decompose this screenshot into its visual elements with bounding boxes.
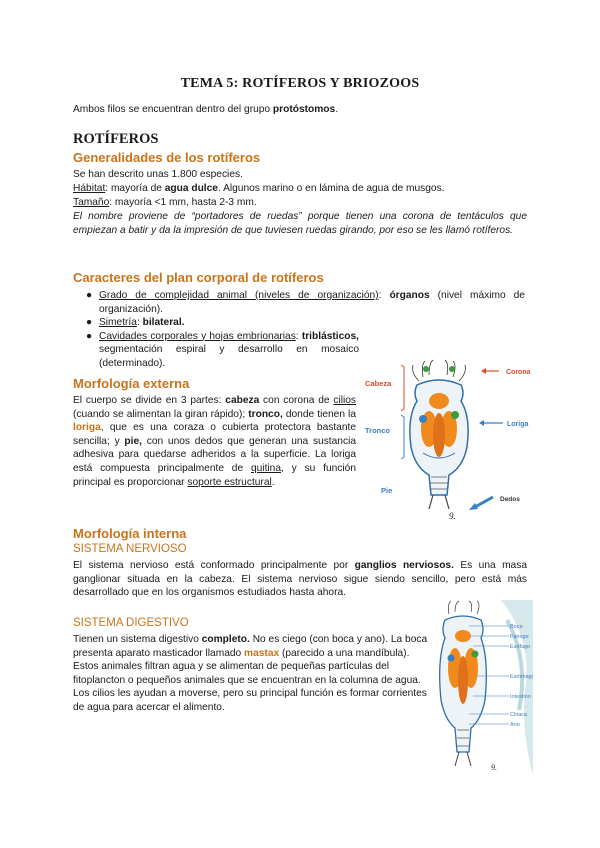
heading-generalidades: Generalidades de los rotíferos xyxy=(73,150,261,165)
label-estomago: Estómago xyxy=(510,674,533,680)
label-ano: Ano xyxy=(510,722,520,728)
page-title: TEMA 5: ROTÍFEROS Y BRIOZOOS xyxy=(180,76,420,91)
label-corona: Corona xyxy=(506,369,531,376)
habitat-line: Hábitat: mayoría de agua dulce. Algunos marino o en lámina de agua de musgos. xyxy=(73,183,445,194)
rotifer-digestive-figure xyxy=(433,600,533,775)
morfologia-externa-text: El cuerpo se divide en 3 partes: cabeza con corona de cilios (cuando se alimentan la giran rápido); tronco, donde tienen la loriga, que es una coraza o cubierta protectora bastante sencilla; y pie, con unos dedos que generan una sustancia adhesiva para quedarse adheridos a la superficie. La loriga está compuesta principalmente de quitina, y su función principal es proporcionar soporte estructural. xyxy=(73,395,356,488)
label-intestino: Intestino xyxy=(510,694,531,700)
heading-morfologia-interna: Morfología interna xyxy=(73,526,187,541)
label-loriga: Loriga xyxy=(507,421,529,428)
label-tronco: Tronco xyxy=(365,426,391,435)
heading-sistema-nervioso: SISTEMA NERVIOSO xyxy=(73,543,187,555)
label-pie: Pie xyxy=(381,486,393,495)
intro-paragraph: Ambos filos se encuentran dentro del grupo protóstomos. xyxy=(73,104,339,115)
label-dedos: Dedos xyxy=(500,496,520,503)
label-esofago: Esófago xyxy=(510,644,531,650)
sistema-digestivo-text: Tienen un sistema digestivo completo. No es ciego (con boca y ano). La boca presenta aparato masticador llamado mastax (parecido a una mandíbula). Estos animales filtran agua y se alimentan de pequeñas partículas del fitoplancton o pequeños animales que se encuentran en la columna de agua. Los cilios les ayudan a moverse, pero su principal función es formar corrientes de agua para acercar el alimento. xyxy=(73,634,428,713)
heading-morfologia-externa: Morfología externa xyxy=(73,376,190,391)
section-heading-rotiferos: ROTÍFEROS xyxy=(73,131,159,147)
rotifer-digestive-illustration xyxy=(433,600,533,775)
size-line: Tamaño: mayoría <1 mm, hasta 2-3 mm. xyxy=(73,197,257,208)
rotifer-external-illustration xyxy=(363,357,533,522)
figure-signature: 9. xyxy=(449,511,456,521)
list-item: ● Grado de complejidad animal (niveles de organización): órganos (nivel máximo de organización). xyxy=(86,290,525,315)
list-item: ● Cavidades corporales y hojas embrionarias: triblásticos, segmentación espiral y desarrollo en mosaico (determinado). xyxy=(86,330,360,369)
label-boca: Boca xyxy=(510,624,523,630)
label-cloaca: Cloaca xyxy=(510,712,528,718)
label-faringe: Faringe xyxy=(510,634,529,640)
list-item: ● Simetría: bilateral. xyxy=(86,317,185,329)
figure-signature: 9. xyxy=(491,763,497,772)
label-cabeza: Cabeza xyxy=(365,379,392,388)
rotifer-external-figure xyxy=(363,357,533,522)
name-note: El nombre proviene de “portadores de ruedas” porque tienen una corona de tentáculos que empiezan a batir y da la impresión de que tuviesen ruedas girando, por eso se les llamó rotíferos. xyxy=(73,211,527,236)
sistema-nervioso-text: El sistema nervioso está conformado principalmente por ganglios nerviosos. Es una masa ganglionar situada en la cabeza. El sistema nervioso sigue siendo sencillo, pero está más desarrollado que en los organismos estudiados hasta ahora. xyxy=(73,560,527,599)
heading-sistema-digestivo: SISTEMA DIGESTIVO xyxy=(73,617,189,629)
species-count: Se han descrito unas 1.800 especies. xyxy=(73,169,243,180)
heading-caracteres: Caracteres del plan corporal de rotíferos xyxy=(73,270,324,285)
